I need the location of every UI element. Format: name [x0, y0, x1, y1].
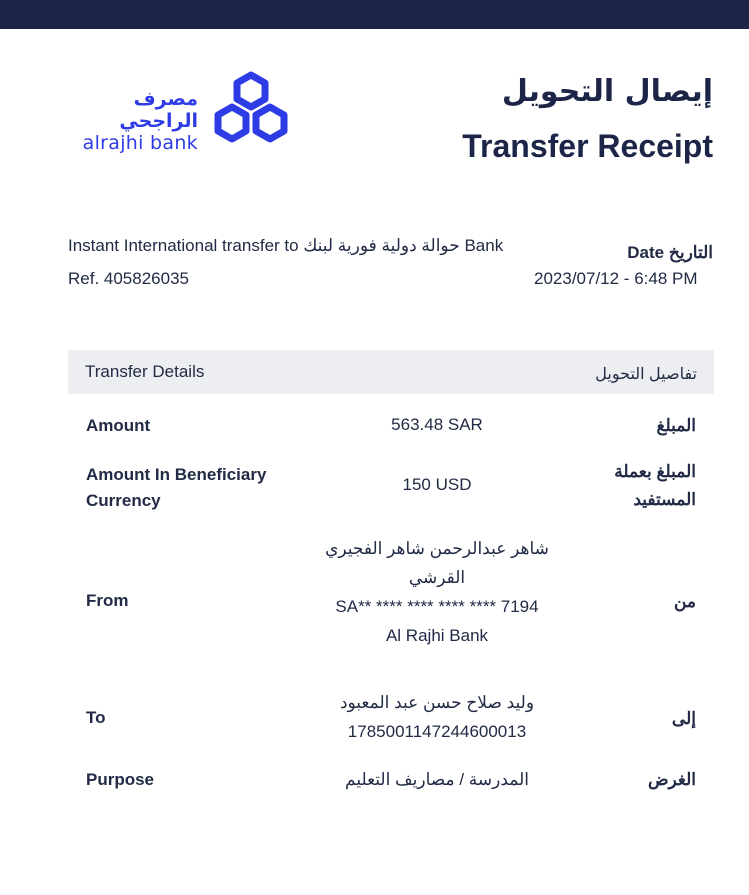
- purpose-label: Purpose: [86, 770, 155, 789]
- transfer-details-title-en: Transfer Details: [85, 362, 205, 381]
- purpose-value: المدرسة / مصاريف التعليم: [345, 770, 529, 789]
- transfer-description: [68, 233, 518, 292]
- bank-name-en: alrajhi bank: [82, 132, 198, 154]
- amount-value: 563.48 SAR: [391, 415, 483, 434]
- beneficiary-amount-label: Amount In Beneficiary Currency: [86, 465, 267, 510]
- purpose-row: [68, 764, 714, 798]
- recipient-name: وليد صلاح حسن عبد المعبود: [339, 693, 535, 712]
- receipt-title-en: Transfer Receipt: [462, 128, 713, 164]
- reference-number: Ref. 405826035: [68, 269, 189, 288]
- amount-label-ar: المبلغ: [656, 416, 696, 435]
- date-label: Date التاريخ: [627, 243, 713, 262]
- date-value: 2023/07/12 - 6:48 PM: [534, 269, 698, 288]
- sender-name: شاهر عبدالرحمن شاهر الفجيري القرشي: [325, 539, 549, 587]
- to-row: [68, 688, 714, 748]
- beneficiary-amount-label-ar: المبلغ بعملة المستفيد: [614, 462, 696, 509]
- transfer-details-title-ar: تفاصيل التحويل: [595, 366, 697, 383]
- sender-bank: Al Rajhi Bank: [385, 626, 489, 645]
- sender-account: SA** **** **** **** **** 7194: [335, 597, 539, 616]
- bank-name-ar: مصرف الراجحي: [119, 88, 198, 132]
- beneficiary-amount-value: 150 USD: [402, 475, 472, 494]
- amount-label: Amount: [86, 416, 151, 435]
- beneficiary-amount-row: [68, 458, 714, 516]
- receipt-title-ar: إيصال التحويل: [501, 74, 713, 109]
- from-label: From: [86, 591, 129, 610]
- to-label-ar: إلى: [671, 709, 696, 728]
- from-row: [68, 534, 714, 674]
- from-details: [318, 534, 556, 650]
- recipient-account: 1785001147244600013: [347, 722, 527, 741]
- purpose-label-ar: الغرض: [647, 770, 696, 789]
- amount-row: [68, 410, 714, 450]
- bank-logo: [68, 70, 298, 154]
- to-label: To: [86, 708, 106, 727]
- transfer-details-header: [68, 350, 714, 394]
- top-bar: [0, 0, 749, 29]
- from-label-ar: من: [673, 592, 696, 611]
- alrajhi-logo-icon: [206, 70, 296, 154]
- transfer-type-text: Instant International transfer to حوالة دولية فورية لبنك Bank: [68, 236, 504, 255]
- to-details: [318, 688, 556, 746]
- bank-logo-text: [68, 88, 198, 154]
